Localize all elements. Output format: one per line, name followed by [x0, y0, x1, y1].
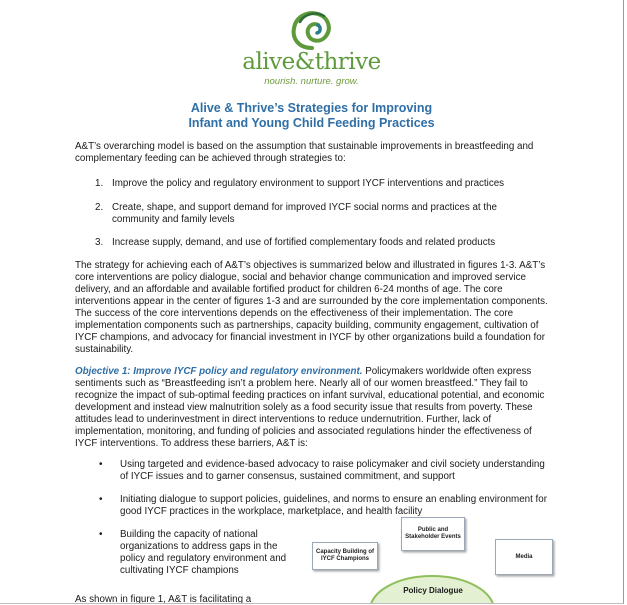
document-title	[0, 101, 623, 131]
bullet-icon: •	[99, 459, 103, 470]
objective-1-body: Policymakers worldwide often express sentiments such as “Breastfeeding isn’t a problem here. Nearly all of our women breastfeed.” They fail to recognize the impact of sub-optimal feeding practices on infant survival, educational potential, and economic development and instead view malnutrition solely as a food security issue that results from poverty. These attitudes lead to underinvestment in direct interventions to reduce undernutrition. Further, lack of implementation, monitoring, and funding of policies and associated regulations hinder the effectiveness of IYCF interventions. To address these barriers, A&T is:	[75, 366, 545, 449]
cutoff-text-line: As shown in figure 1, A&T is facilitating a	[75, 594, 252, 604]
objective-1-heading: Objective 1: Improve IYCF policy and regulatory environment.	[75, 366, 363, 377]
title-line-2: Infant and Young Child Feeding Practices	[188, 116, 435, 130]
alive-thrive-logo	[0, 8, 623, 87]
bullet-icon: •	[99, 529, 103, 540]
logo-tagline: nourish. nurture. grow.	[264, 76, 359, 87]
strategy-number: 2.	[95, 202, 104, 213]
capacity-building-box: Capacity Building of IYCF Champions	[312, 542, 378, 570]
strategy-text: Increase supply, demand, and use of fortified complementary foods and related products	[112, 237, 496, 248]
title-line-1: Alive & Thrive’s Strategies for Improving	[190, 101, 433, 115]
strategy-number: 1.	[95, 178, 104, 189]
media-box: Media	[495, 539, 553, 575]
objective-1-paragraph	[75, 366, 555, 450]
strategy-item-3	[95, 237, 525, 249]
bullet-item-3	[99, 529, 300, 577]
strategy-item-1	[95, 178, 525, 190]
bullet-text: Initiating dialogue to support policies, guidelines, and norms to ensure an enabling environment for good IYCF practices in the workplace, marketplace, and health facility	[120, 494, 547, 517]
public-stakeholder-events-box: Public and Stakeholder Events	[401, 517, 465, 551]
strategy-number: 3.	[95, 237, 104, 248]
logo-wordmark: alive&thrive	[242, 49, 381, 75]
strategy-text: Create, shape, and support demand for improved IYCF social norms and practices at the community and family levels	[112, 202, 497, 225]
strategy-text: Improve the policy and regulatory environment to support IYCF interventions and practices	[112, 178, 505, 189]
policy-dialogue-label: Policy Dialogue	[403, 586, 463, 595]
summary-paragraph: The strategy for achieving each of A&T’s objectives is summarized below and illustrated in figures 1-3. A&T’s core interventions are policy dialogue, social and behavior change communication and improved service delivery, and an affordable and available fortified product for children 6-24 months of age. The core interventions appear in the center of figures 1-3 and are surrounded by the core implementation components. The success of the core interventions depends on the effectiveness of their implementation. The core implementation components such as partnerships, capacity building, community engagement, cultivation of IYCF champions, and advocacy for financial investment in IYCF by other organizations build a foundation for sustainability.	[75, 260, 548, 355]
strategy-item-2	[95, 202, 525, 226]
policy-figure	[305, 515, 565, 604]
bullet-text: Building the capacity of national organizations to address gaps in the policy and regulatory environment and cultivating IYCF champions	[120, 529, 287, 576]
bullet-text: Using targeted and evidence-based advocacy to raise policymaker and civil society understanding of IYCF issues and to garner consensus, sustained commitment, and support	[120, 459, 545, 482]
bullet-icon: •	[99, 494, 103, 505]
swirl-logo-icon	[288, 8, 336, 52]
bullet-item-1	[99, 459, 550, 483]
intro-paragraph: A&T’s overarching model is based on the assumption that sustainable improvements in breastfeeding and complementary feeding can be achieved through strategies to:	[75, 141, 534, 164]
